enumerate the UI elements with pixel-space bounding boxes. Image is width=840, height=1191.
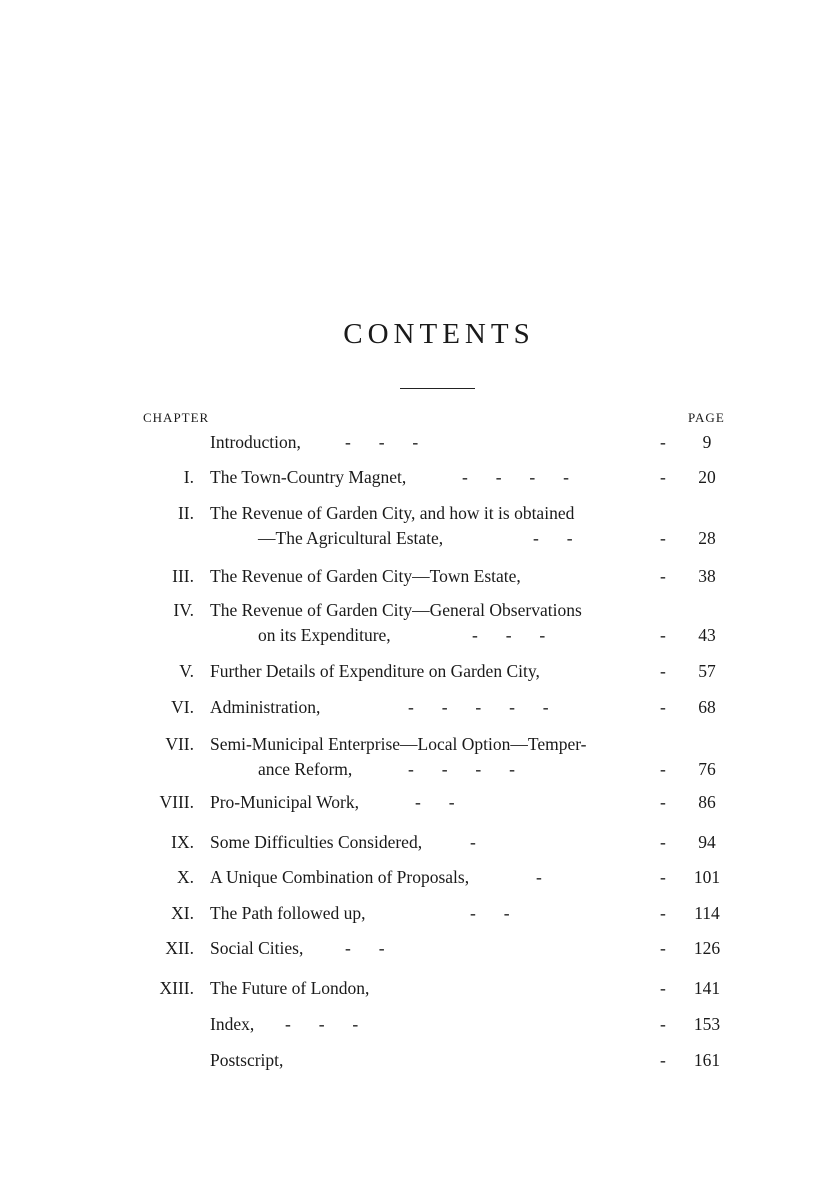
page-number: 94: [698, 832, 716, 852]
title-rule: [400, 388, 475, 389]
chapter-title: The Town-Country Magnet,: [210, 467, 407, 487]
page-leader-dash: -: [660, 432, 666, 452]
chapter-number: XIII.: [159, 978, 194, 998]
chapter-title: The Path followed up,: [210, 903, 366, 923]
page-title: CONTENTS: [343, 318, 535, 350]
page-leader-dash: -: [660, 697, 666, 717]
chapter-title-continued: on its Expenditure,: [258, 625, 391, 645]
chapter-title: The Revenue of Garden City, and how it is obtained: [210, 503, 575, 523]
chapter-title: Pro-Municipal Work,: [210, 792, 359, 812]
dot-leader: - -: [533, 528, 574, 548]
page-leader-dash: -: [660, 1050, 666, 1070]
page-number: 161: [693, 1050, 721, 1070]
dot-leader: - - - - -: [408, 697, 550, 717]
chapter-number: VIII.: [159, 792, 194, 812]
page-number: 141: [693, 978, 721, 998]
chapter-title: The Revenue of Garden City—General Observations: [210, 600, 582, 620]
page-number: 20: [698, 467, 716, 487]
chapter-number: VI.: [171, 697, 194, 717]
page-leader-dash: -: [660, 625, 666, 645]
chapter-number: X.: [176, 867, 194, 887]
page-leader-dash: -: [660, 661, 666, 681]
page-number: 9: [702, 432, 712, 452]
page-leader-dash: -: [660, 832, 666, 852]
page-leader-dash: -: [660, 759, 666, 779]
chapter-title: Introduction,: [210, 432, 301, 452]
page-number: 153: [693, 1014, 721, 1034]
page-number: 68: [698, 697, 716, 717]
chapter-number: VII.: [165, 734, 194, 754]
chapter-title: Semi-Municipal Enterprise—Local Option—Temper-: [210, 734, 587, 754]
page-number: 57: [698, 661, 716, 681]
page-leader-dash: -: [660, 938, 666, 958]
page-number: 86: [698, 792, 716, 812]
page-leader-dash: -: [660, 1014, 666, 1034]
dot-leader: -: [470, 832, 477, 852]
chapter-title: Index,: [210, 1014, 255, 1034]
chapter-number: IV.: [173, 600, 194, 620]
chapter-column-header: CHAPTER: [143, 410, 210, 425]
chapter-number: IX.: [171, 832, 194, 852]
chapter-title: Further Details of Expenditure on Garden City,: [210, 661, 540, 681]
dot-leader: - - - -: [408, 759, 516, 779]
chapter-title: Administration,: [210, 697, 321, 717]
chapter-number: XI.: [171, 903, 194, 923]
page-number: 76: [698, 759, 716, 779]
chapter-title: Some Difficulties Considered,: [210, 832, 423, 852]
chapter-title-continued: —The Agricultural Estate,: [258, 528, 444, 548]
chapter-title: Postscript,: [210, 1050, 284, 1070]
page-number: 114: [694, 903, 720, 923]
dot-leader: - - -: [472, 625, 547, 645]
dot-leader: - -: [470, 903, 511, 923]
page-number: 38: [698, 566, 716, 586]
chapter-title: The Revenue of Garden City—Town Estate,: [210, 566, 521, 586]
page-number: 28: [698, 528, 716, 548]
page-column-header: PAGE: [688, 410, 725, 425]
page-number: 43: [698, 625, 716, 645]
dot-leader: - - -: [345, 432, 420, 452]
chapter-number: XII.: [165, 938, 194, 958]
chapter-number: V.: [179, 661, 194, 681]
page-leader-dash: -: [660, 566, 666, 586]
chapter-title: A Unique Combination of Proposals,: [210, 867, 470, 887]
dot-leader: -: [536, 867, 543, 887]
page-leader-dash: -: [660, 792, 666, 812]
dot-leader: - -: [415, 792, 456, 812]
page-leader-dash: -: [660, 528, 666, 548]
chapter-title: Social Cities,: [210, 938, 304, 958]
page-leader-dash: -: [660, 467, 666, 487]
dot-leader: - -: [345, 938, 386, 958]
chapter-number: III.: [172, 566, 194, 586]
page-number: 101: [693, 867, 721, 887]
chapter-title: The Future of London,: [210, 978, 370, 998]
page-leader-dash: -: [660, 867, 666, 887]
page-leader-dash: -: [660, 903, 666, 923]
page-number: 126: [693, 938, 721, 958]
dot-leader: - - -: [285, 1014, 360, 1034]
page-leader-dash: -: [660, 978, 666, 998]
chapter-title-continued: ance Reform,: [258, 759, 353, 779]
chapter-number: I.: [183, 467, 194, 487]
dot-leader: - - - -: [462, 467, 570, 487]
chapter-number: II.: [177, 503, 194, 523]
